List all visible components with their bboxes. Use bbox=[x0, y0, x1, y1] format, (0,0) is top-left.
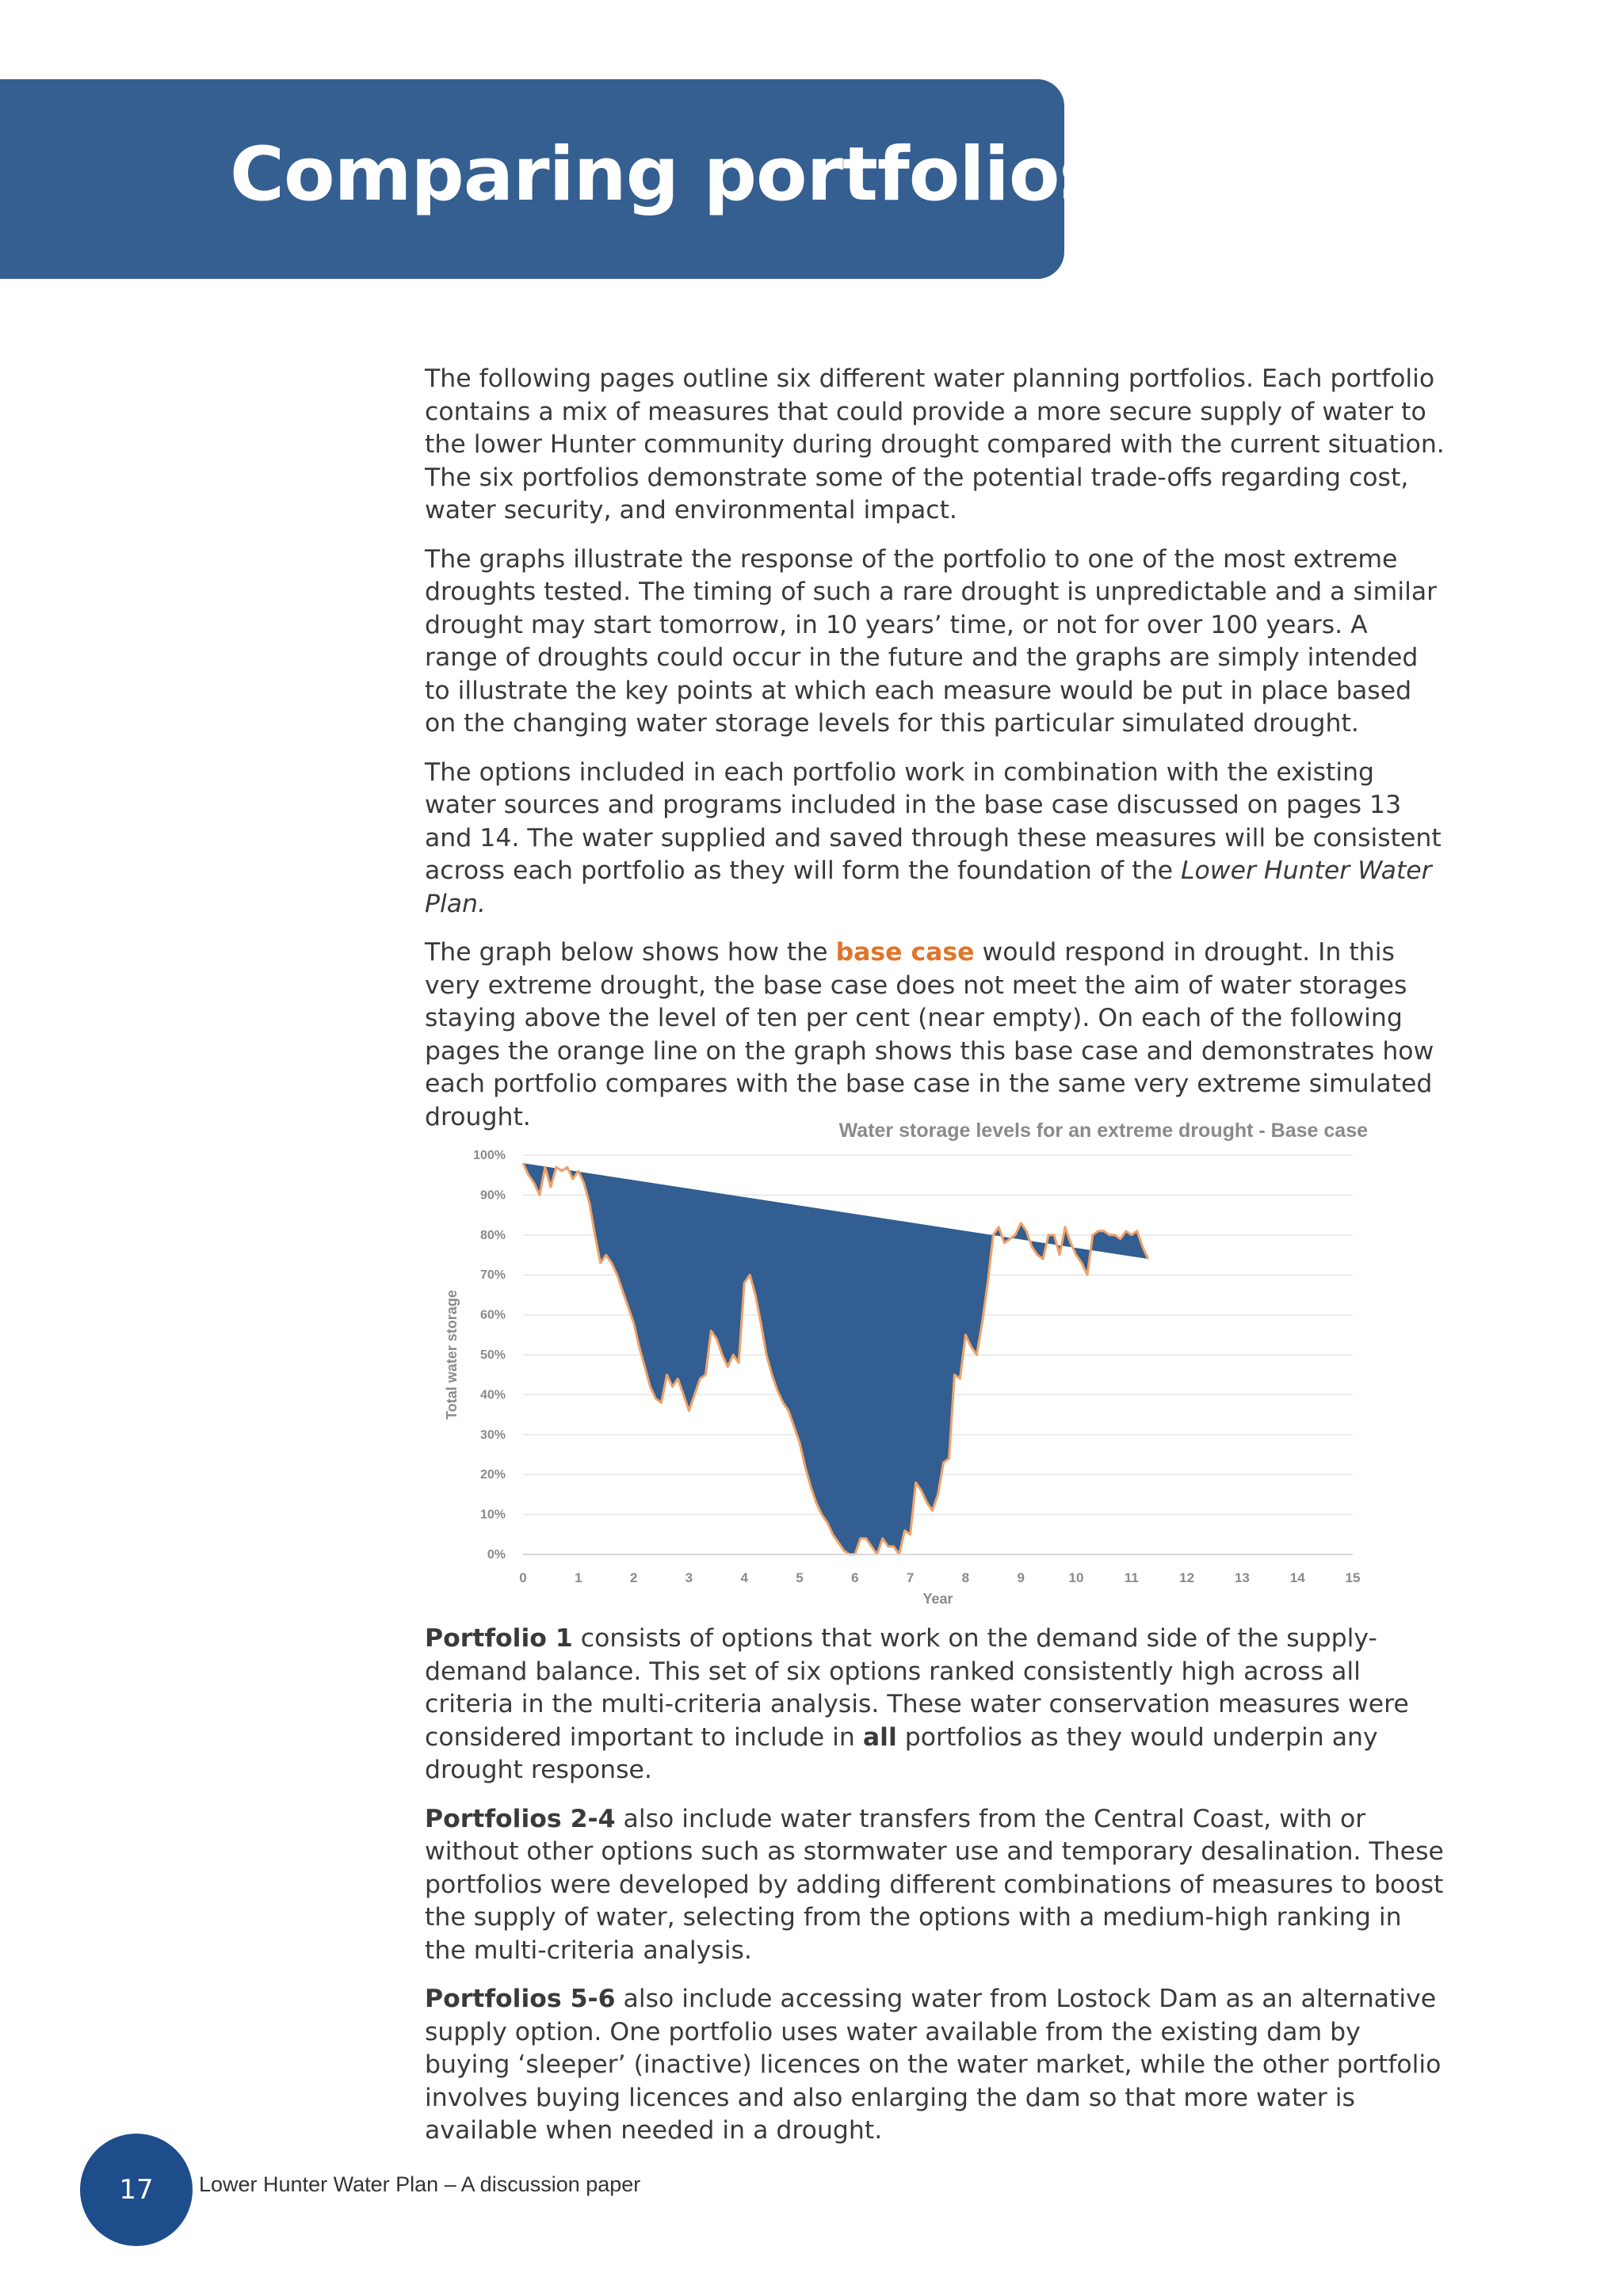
storage-area bbox=[523, 1163, 1148, 1554]
intro-paragraph-3 bbox=[425, 757, 1447, 921]
y-tick-label: 30% bbox=[479, 1428, 506, 1442]
portfolio-1-heading: Portfolio 1 bbox=[425, 1624, 573, 1653]
portfolio-2-4-heading: Portfolios 2-4 bbox=[425, 1804, 616, 1833]
x-tick-label: 5 bbox=[796, 1570, 804, 1585]
portfolio-2-4-paragraph bbox=[425, 1803, 1447, 1968]
x-tick-label: 0 bbox=[519, 1570, 527, 1585]
intro-paragraph-1: The following pages outline six different water planning portfolios. Each portfolio contains a mix of measures that could provide a more secure supply of water to the lower Hunter community during drought compared with the current situation. The six portfolios demonstrate some of the potential trade-offs regarding cost, water security, and environmental impact. bbox=[425, 364, 1445, 524]
page-title: Comparing portfolios bbox=[230, 132, 1103, 218]
y-tick-label: 70% bbox=[479, 1268, 506, 1283]
title-banner bbox=[0, 79, 1103, 279]
portfolio-2-4-text: also include water transfers from the Central Coast, with or without other options such as stormwater use and temporary desalination. These portfolios were developed by adding different combinations of measures to boost the supply of water, selecting from the options with a medium-high ranking in the multi-criteria analysis. bbox=[425, 1804, 1444, 1965]
y-tick-label: 20% bbox=[479, 1468, 506, 1482]
portfolio-1-text-b: portfolios as they would underpin any drought response. bbox=[425, 1722, 1378, 1784]
chart-svg bbox=[428, 1109, 1387, 1616]
intro-paragraph-4-start: The graph below shows how the bbox=[425, 938, 836, 967]
portfolio-1-text-a: consists of options that work on the demand side of the supply-demand balance. This set of six options ranked consistently high across all criteria in the multi-criteria analysis. These water conservation measures were considered important to include in bbox=[425, 1624, 1409, 1752]
intro-paragraph-2: The graphs illustrate the response of the portfolio to one of the most extreme droughts tested. The timing of such a rare drought is unpredictable and a similar drought may start tomorrow, in 10 years’ time, or not for over 100 years. A range of droughts could occur in the future and the graphs are simply intended to illustrate the key points at which each measure would be put in place based on the changing water storage levels for this particular simulated drought. bbox=[425, 544, 1438, 738]
portfolio-1-paragraph bbox=[425, 1623, 1447, 1787]
chart-title: Water storage levels for an extreme drought - Base case bbox=[838, 1119, 1368, 1142]
y-tick-label: 10% bbox=[479, 1508, 506, 1522]
portfolio-text bbox=[425, 1623, 1447, 2164]
y-axis-label: Total water storage bbox=[444, 1290, 460, 1420]
intro-text bbox=[425, 363, 1447, 1150]
portfolio-5-6-paragraph bbox=[425, 1983, 1447, 2148]
portfolio-5-6-heading: Portfolios 5-6 bbox=[425, 1985, 616, 2013]
y-tick-labels bbox=[473, 1149, 506, 1562]
x-tick-label: 13 bbox=[1234, 1570, 1250, 1585]
x-tick-label: 3 bbox=[685, 1570, 693, 1585]
portfolio-1-all: all bbox=[862, 1722, 897, 1752]
x-tick-label: 12 bbox=[1179, 1570, 1195, 1585]
intro-paragraph-4-end: would respond in drought. In this very extreme drought, the base case does not meet the aim of water storages staying above the level of ten per cent (near empty). On each of the following pages the orange line on the graph shows this base case and demonstrates how each portfolio compares with the base case in the same very extreme simulated drought. bbox=[425, 938, 1434, 1131]
x-tick-label: 6 bbox=[851, 1570, 859, 1585]
base-case-highlight: base case bbox=[835, 938, 975, 967]
x-tick-label: 14 bbox=[1289, 1570, 1305, 1585]
x-tick-label: 11 bbox=[1124, 1570, 1139, 1585]
x-tick-label: 8 bbox=[961, 1570, 970, 1585]
plan-title-italic: Lower Hunter Water Plan. bbox=[425, 856, 1432, 918]
y-tick-label: 50% bbox=[479, 1348, 506, 1362]
y-tick-label: 90% bbox=[479, 1188, 506, 1203]
y-tick-label: 0% bbox=[487, 1548, 506, 1562]
storage-chart bbox=[428, 1109, 1387, 1616]
x-tick-label: 9 bbox=[1017, 1570, 1025, 1585]
page-number-badge: 17 bbox=[80, 2134, 193, 2246]
y-tick-label: 100% bbox=[473, 1149, 506, 1162]
portfolio-5-6-text: also include accessing water from Lostock Dam as an alternative supply option. One portfolio uses water available from the existing dam by buying ‘sleeper’ (inactive) licences on the water market, while the other portfolio involves buying licences and also enlarging the dam so that more water is available when needed in a drought. bbox=[425, 1985, 1442, 2145]
x-tick-label: 15 bbox=[1345, 1570, 1361, 1585]
footer-title: Lower Hunter Water Plan – A discussion paper bbox=[199, 2172, 641, 2196]
y-tick-label: 80% bbox=[479, 1228, 506, 1242]
x-tick-labels bbox=[519, 1570, 1360, 1585]
y-tick-label: 40% bbox=[479, 1388, 506, 1402]
y-tick-label: 60% bbox=[479, 1308, 506, 1322]
x-tick-label: 1 bbox=[575, 1570, 582, 1585]
x-tick-label: 4 bbox=[740, 1570, 748, 1585]
intro-paragraph-3-text: The options included in each portfolio work in combination with the existing water sources and programs included in the base case discussed on pages 13 and 14. The water supplied and saved through these measures will be consistent across each portfolio as they will form the foundation of the bbox=[425, 757, 1442, 885]
x-tick-label: 7 bbox=[906, 1570, 915, 1585]
intro-paragraph-4 bbox=[425, 936, 1447, 1134]
x-tick-label: 10 bbox=[1068, 1570, 1084, 1585]
x-tick-label: 2 bbox=[629, 1570, 638, 1585]
x-axis-label: Year bbox=[922, 1591, 953, 1607]
